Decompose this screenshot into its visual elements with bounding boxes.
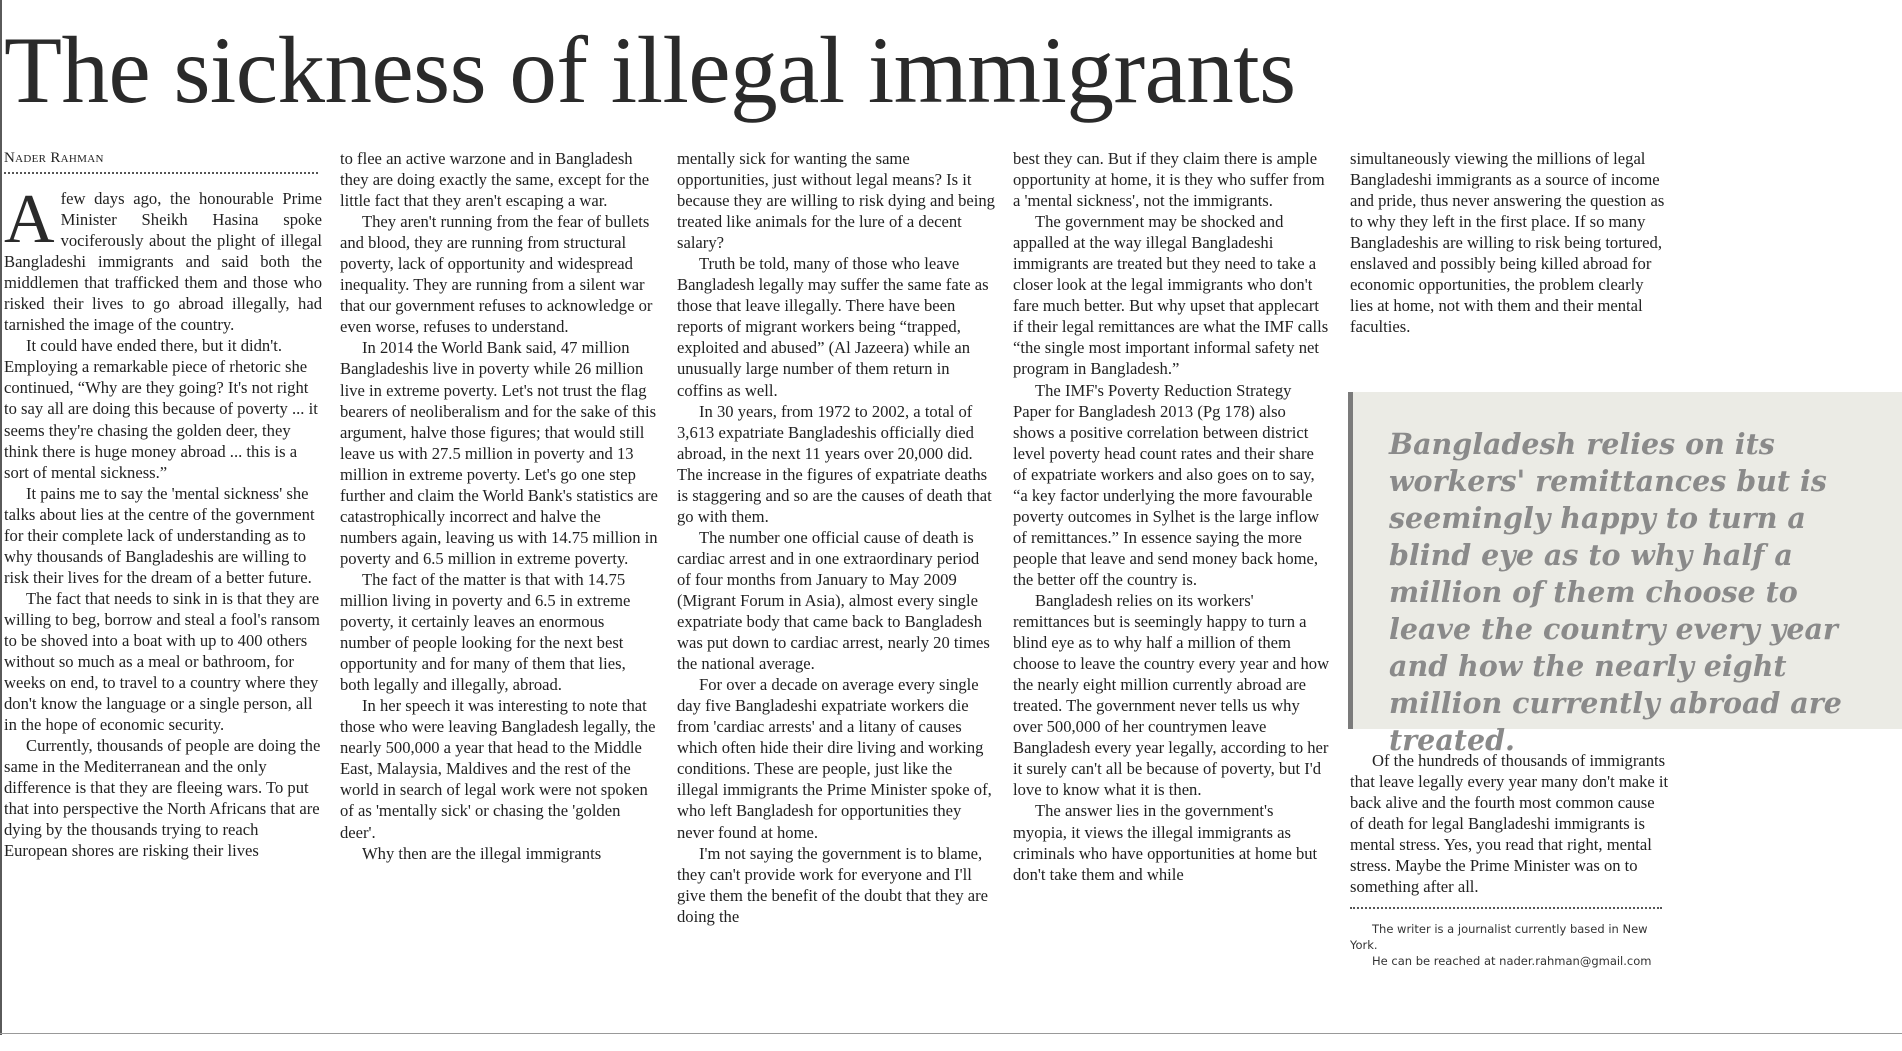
paragraph: The fact of the matter is that with 14.75 million living in poverty and 6.5 in extreme poverty, it certainly leaves an enormous number of people looking for the next best opportunity and for many of them that lies, both legally and illegally, abroad.: [340, 569, 631, 695]
paragraph: The government may be shocked and appalled at the way illegal Bangladeshi immigrants are treated but they need to take a closer look at the legal immigrants who don't fare much better. But why upset that applecart if their legal remittances are what the IMF calls “the single most important informal safety net program in Bangladesh.”: [1013, 212, 1329, 379]
byline-divider: [4, 172, 318, 174]
lead-text: few days ago, the honourable Prime Minister Sheikh Hasina spoke vociferously about the plight of illegal Bangladeshi immigrants and said both the middlemen that trafficked them and those who risked their lives to go abroad illegally, had tarnished the image of the country.: [4, 189, 322, 335]
paragraph: Currently, thousands of people are doing the same in the Mediterranean and the only difference is that they are fleeing wars. To put that into perspective the North Africans that are dying by the thousands trying to reach European shores are risking their lives: [4, 736, 321, 861]
paragraph: It could have ended there, but it didn't. Employing a remarkable piece of rhetoric she continued, “Why are they going? It's not right to say all are doing this because of poverty ... it seems they're chasing the golden deer, they think there is huge money abroad ... this is a sort of mental sickness.”: [4, 336, 318, 482]
left-margin-rule: [0, 0, 2, 1035]
article-column-1: [4, 148, 322, 862]
pull-quote-box: [1348, 392, 1902, 757]
article-column-5: [1350, 148, 1670, 337]
byline: Nader Rahman: [4, 150, 104, 166]
paragraph-continuation: to flee an active warzone and in Bangladesh they are doing exactly the same, except for the little fact that they aren't escaping a war.: [340, 149, 650, 211]
paragraph-continuation: simultaneously viewing the millions of legal Bangladeshi immigrants as a source of income and pride, thus never answering the question as to why they left in the first place. If so many Bangladeshis are willing to risk being tortured, enslaved and possibly being killed abroad for economic opportunities, the problem clearly lies at home, not with them and their mental faculties.: [1350, 149, 1665, 337]
paragraph: It pains me to say the 'mental sickness' she talks about lies at the centre of the government for their complete lack of understanding as to why thousands of Bangladeshis are willing to risk their lives for the dream of a better future.: [4, 483, 315, 587]
paragraph: The answer lies in the government's myopia, it views the illegal immigrants as criminals who have opportunities at home but don't take them and while: [1013, 801, 1318, 884]
article-column-4: [1013, 148, 1331, 885]
footnote-divider: [1350, 907, 1662, 909]
paragraph: The IMF's Poverty Reduction Strategy Paper for Bangladesh 2013 (Pg 178) also shows a positive correlation between district level poverty head count rates and their share of expatriate workers and also goes on to say, “a key factor underlying the more favourable poverty outcomes in Sylhet is the large inflow of remittances.” In essence saying the more people that leave and send money back home, the better off the country is.: [1013, 380, 1320, 589]
paragraph-continuation: best they can. But if they claim there is ample opportunity at home, it is they who suffer from a 'mental sickness', not the immigrants.: [1013, 149, 1325, 211]
drop-cap: A: [4, 181, 55, 258]
pull-quote: Bangladesh relies on its workers' remittances but is seemingly happy to turn a blind eye as to why half a million of them choose to leave the country every year and how the nearly eight million currently abroad are treated.: [1389, 427, 1842, 757]
lead-paragraph: [4, 181, 322, 335]
paragraph: Bangladesh relies on its workers' remittances but is seemingly happy to turn a blind eye as to why half a million of them choose to leave the country every year and how the nearly eight million currently abroad are treated. The government never tells us why over 500,000 of her countrymen leave Bangladesh every year legally, according to her it surely can't all be because of poverty, but I'd love to know what it is then.: [1013, 590, 1330, 800]
paragraph: Why then are the illegal immigrants: [362, 843, 602, 863]
article-column-3: [677, 148, 995, 927]
paragraph: The number one official cause of death is cardiac arrest and in one extraordinary period of four months from January to May 2009 (Migrant Forum in Asia), almost every single expatriate body that came back to Bangladesh was put down to cardiac arrest, nearly 20 times the national average.: [677, 527, 990, 674]
paragraph: Truth be told, many of those who leave Bangladesh legally may suffer the same fate as those that leave illegally. There have been reports of migrant workers being “trapped, exploited and abused” (Al Jazeera) while an unusually large number of them return in coffins as well.: [677, 254, 989, 400]
paragraph: In 2014 the World Bank said, 47 million Bangladeshis live in poverty while 26 million live in extreme poverty. Let's not trust the flag bearers of neoliberalism and for the sake of this argument, halve those figures; that would still leave us with 27.5 million in poverty and 13 million in extreme poverty. Let's go one step further and claim the World Bank's statistics are catastrophically incorrect and halve the numbers again, leaving us with 14.75 million in poverty and 6.5 million in extreme poverty.: [340, 338, 658, 568]
paragraph: The fact that needs to sink in is that they are willing to beg, borrow and steal a fool's ransom to be shoved into a boat with up to 400 others without so much as a meal or bathroom, for weeks on end, to travel to a country where they don't know the language or a single person, all in the hope of economic security.: [4, 588, 320, 735]
headline: The sickness of illegal immigrants: [4, 17, 1296, 123]
article-column-2: [340, 148, 658, 864]
paragraph: They aren't running from the fear of bullets and blood, they are running from structural poverty, lack of opportunity and widespread inequality. They are running from a silent war that our government refuses to acknowledge or even worse, refuses to understand.: [340, 212, 653, 337]
article-column-5-end: [1350, 750, 1672, 969]
bottom-rule: [0, 1033, 1902, 1034]
paragraph: In 30 years, from 1972 to 2002, a total of 3,613 expatriate Bangladeshis officially died abroad, in the next 11 years over 20,000 did. The increase in the figures of expatriate deaths is staggering and so are the causes of death that go with them.: [677, 401, 992, 526]
paragraph: In her speech it was interesting to note that those who were leaving Bangladesh legally, the nearly 500,000 a year that head to the Middle East, Malaysia, Maldives and the rest of the world in search of legal work were not spoken of as 'mentally sick' or chasing the 'golden deer'.: [340, 696, 656, 842]
paragraph-continuation: mentally sick for wanting the same opportunities, just without legal means? Is it because they are willing to risk dying and being treated like animals for the lure of a decent salary?: [677, 149, 995, 253]
paragraph: For over a decade on average every single day five Bangladeshi expatriate workers die from 'cardiac arrests' and a litany of causes which often hide their dire living and working conditions. These are people, just like the illegal immigrants the Prime Minister spoke of, who left Bangladesh for opportunities they never found at home.: [677, 675, 992, 842]
author-note-line-1: The writer is a journalist currently based in New York.: [1350, 922, 1648, 953]
author-note-line-2: He can be reached at nader.rahman@gmail.com: [1372, 954, 1652, 969]
closing-paragraph: Of the hundreds of thousands of immigrants that leave legally every year many don't make it back alive and the fourth most common cause of death for legal Bangladeshi immigrants is mental stress. Yes, you read that right, mental stress. Maybe the Prime Minister was on to something after all.: [1350, 751, 1669, 897]
paragraph: I'm not saying the government is to blame, they can't provide work for everyone and I'll give them the benefit of the doubt that they are doing the: [677, 843, 989, 926]
